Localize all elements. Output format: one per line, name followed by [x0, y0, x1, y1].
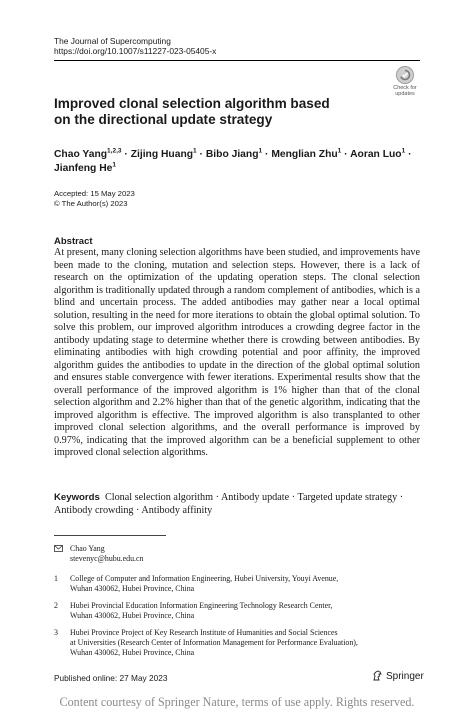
affiliation-number: 1 [54, 574, 58, 583]
author[interactable]: Menglian Zhu$^1$ [271, 147, 342, 160]
article-title-line-2: on the directional update strategy [54, 112, 273, 127]
author[interactable]: Zijing Huang$^1$ [130, 147, 197, 160]
abstract-text: At present, many cloning selection algorithms have been studied, and improvements have been made to the cloning, mutation and selection steps. However, there is a lack of research on the optimization of the updating operation steps. The clonal selection algorithm is traditionally updated through a random complement of antibodies, which is a blind and uncertain process. The added antibodies may gather near a local optimal solution, resulting in the need for more iterations to obtain the global optimal solution. To solve this problem, our improved algorithm introduces a crowding degree factor in the antibody updating stage to determine whether there is crowding between antibodies. By eliminating antibodies with high crowding potential and poor affinity, the improved algorithm guides the antibodies to update in the direction of the global optimal solution and ensures stable convergence with fewer iterations. Experimental results show that the overall performance of the improved algorithm is 1% higher than that of the clonal selection algorithm and 2.2% higher than that of the genetic algorithm, indicating that the improved algorithm is effective. The improved algorithm is also transplanted to other improved clonal selection algorithms, and the overall performance is improved by 0.97%, indicating that the improved algorithm can be a beneficial supplement to other improved clonal selection algorithms. [54, 247, 420, 458]
author-separator: · [265, 149, 269, 160]
springer-horse-icon [372, 670, 383, 681]
header-rule [54, 60, 420, 61]
affiliation-number: 2 [54, 601, 58, 610]
corresponding-author-name: Chao Yang [70, 544, 105, 553]
doi-link[interactable]: https://doi.org/10.1007/s11227-023-05405-x [54, 46, 217, 56]
author-separator: · [408, 149, 412, 160]
author-separator: · [199, 149, 203, 160]
affiliation-line: Wuhan 430062, Hubei Province, China [70, 611, 195, 621]
author[interactable]: Aoran Luo$^1$ [350, 147, 406, 160]
check-for-updates-badge[interactable] [388, 66, 422, 100]
springer-logo[interactable] [372, 670, 424, 682]
author[interactable]: Jianfeng He$^1$ [54, 161, 116, 174]
affiliation-line: College of Computer and Information Engineering, Hubei University, Youyi Avenue, [70, 574, 339, 583]
affiliation-line: Wuhan 430062, Hubei Province, China [70, 584, 195, 594]
affiliation-line: Wuhan 430062, Hubei Province, China [70, 648, 195, 658]
author-separator: · [344, 149, 348, 160]
author[interactable]: Chao Yang$^{1,2,3}$ [54, 147, 122, 160]
check-for-updates-icon [396, 66, 414, 84]
published-date: Published online: 27 May 2023 [54, 673, 168, 683]
article-title [54, 96, 354, 128]
keywords-label: Keywords [54, 492, 100, 503]
affiliation-line: Hubei Province Project of Key Research Institute of Humanities and Social Sciences [70, 628, 338, 637]
affiliation-line: Hubei Provincial Education Information Engineering Technology Research Center, [70, 601, 333, 610]
keywords [54, 492, 420, 518]
affiliation-number: 3 [54, 628, 58, 637]
abstract-heading: Abstract [54, 236, 93, 247]
corresponding-author-email[interactable]: stevenyc@hubu.edu.cn [70, 554, 144, 564]
courtesy-watermark: Content courtesy of Springer Nature, terms of use apply. Rights reserved. [59, 695, 415, 709]
publisher-name: Springer [386, 671, 424, 682]
footnote-rule [54, 535, 166, 536]
article-title-line-1: Improved clonal selection algorithm based [54, 96, 330, 111]
author-separator: · [124, 149, 128, 160]
check-for-updates-label: Check for updates [393, 85, 417, 97]
copyright-notice: © The Author(s) 2023 [54, 199, 128, 208]
author[interactable]: Bibo Jiang$^1$ [205, 147, 263, 160]
keywords-list: Clonal selection algorithm · Antibody update · Targeted update strategy · Antibody crowding · Antibody affinity [54, 492, 404, 516]
accepted-date: Accepted: 15 May 2023 [54, 189, 135, 198]
affiliation-line: at Universities (Research Center of Information Management for Performance Evaluation), [70, 638, 358, 648]
envelope-icon [54, 544, 66, 555]
article-dates [54, 189, 135, 209]
journal-name: The Journal of Supercomputing [54, 36, 171, 46]
journal-header [54, 36, 216, 56]
author-list [54, 148, 420, 176]
